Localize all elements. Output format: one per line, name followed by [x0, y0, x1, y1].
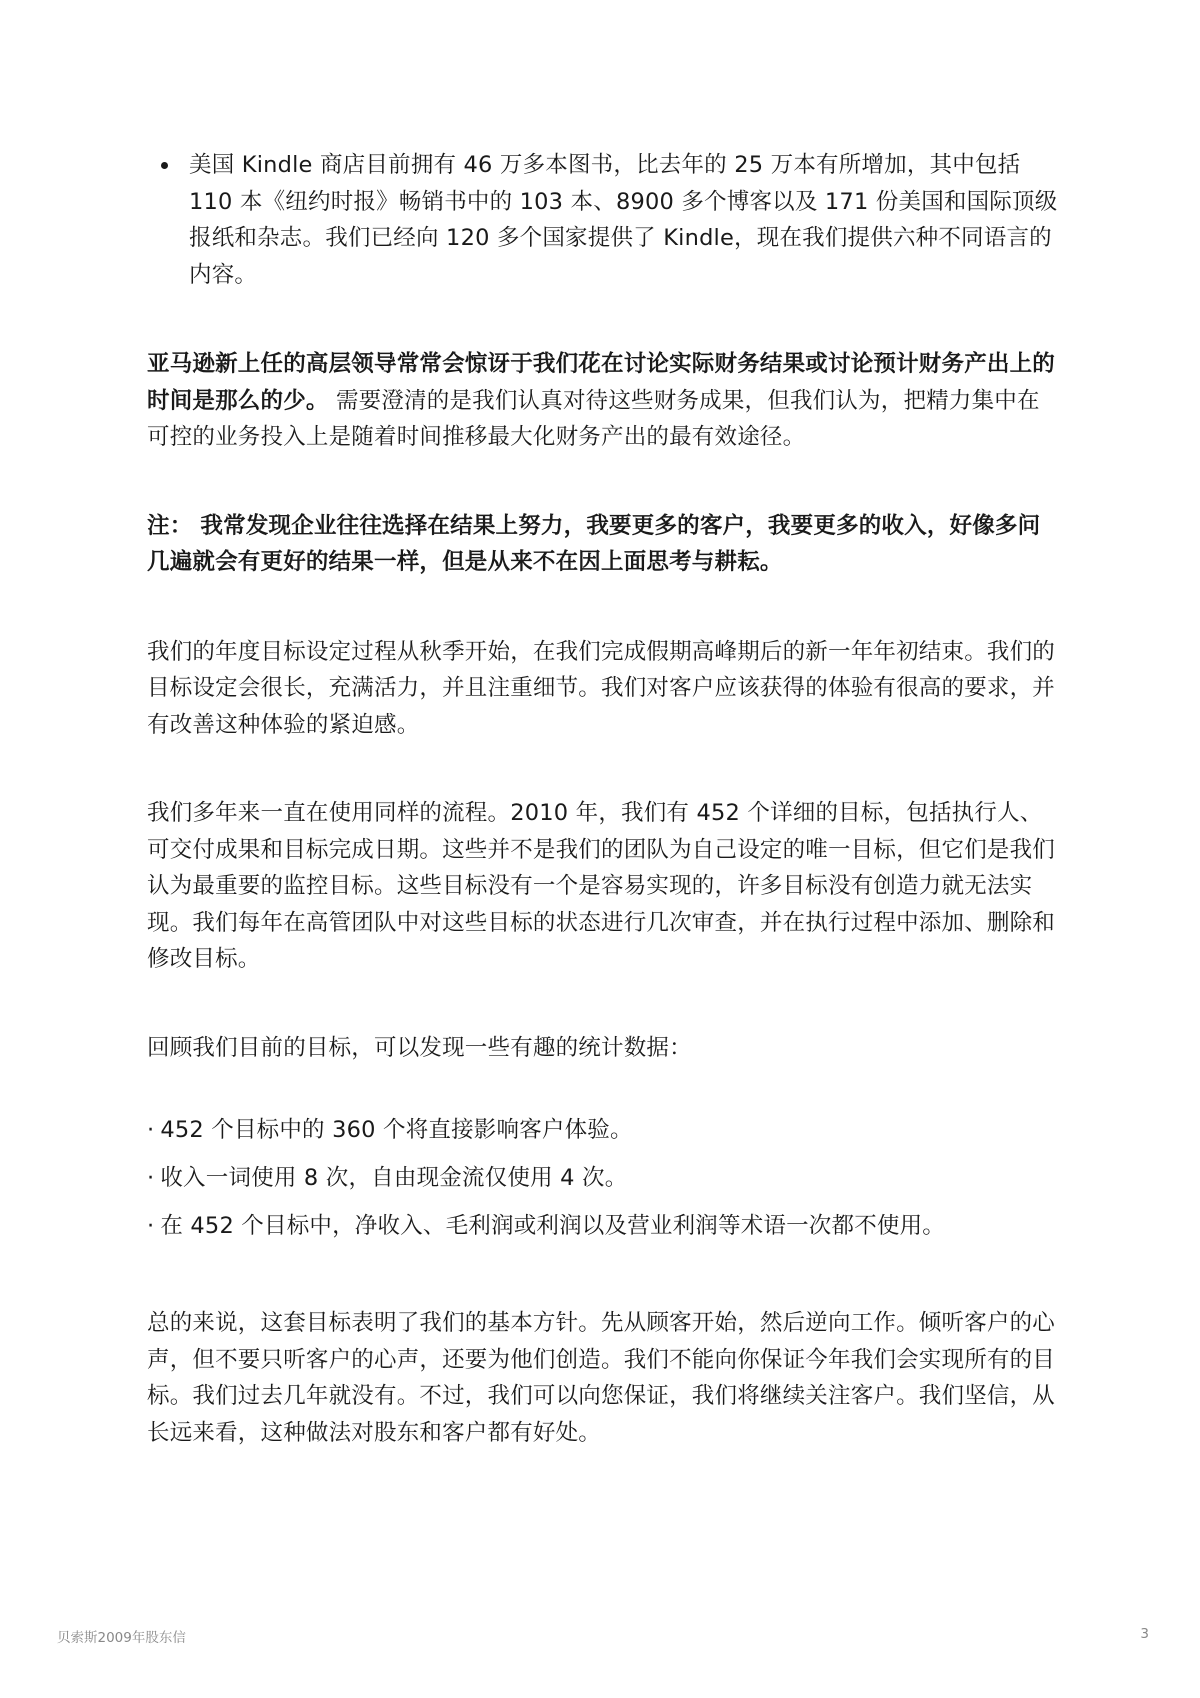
kindle-bullet-list [147, 147, 1062, 293]
leadership-bold-text: 亚马逊新上任的高层领导常常会惊讶于我们花在讨论实际财务结果或讨论预计财务产出上的时间是那么的少。 [147, 351, 1056, 414]
leadership-paragraph [147, 346, 1062, 456]
stat-item [147, 1106, 1062, 1154]
review-paragraph: 回顾我们目前的目标，可以发现一些有趣的统计数据： [147, 1034, 692, 1061]
stat-item [147, 1154, 1062, 1202]
stat-marker: · [147, 1213, 155, 1239]
stat-text: 在 452 个目标中，净收入、毛利润或利润以及营业利润等术语一次都不使用。 [160, 1213, 946, 1239]
page-content [147, 147, 1062, 1451]
bullet-item [147, 147, 1062, 293]
stats-list [147, 1106, 1062, 1250]
stat-text: 452 个目标中的 360 个将直接影响客户体验。 [160, 1117, 633, 1143]
goal-setting-paragraph: 我们的年度目标设定过程从秋季开始，在我们完成假期高峰期后的新一年年初结束。我们的目标设定会很长，充满活力，并且注重细节。我们对客户应该获得的体验有很高的要求，并有改善这种体验的紧迫感。 [147, 638, 1056, 738]
leadership-normal-text: 需要澄清的是我们认真对待这些财务成果，但我们认为，把精力集中在可控的业务投入上是随着时间推移最大化财务产出的最有效途径。 [147, 387, 1040, 450]
note-paragraph: 注： 我常发现企业往往选择在结果上努力，我要更多的客户，我要更多的收入，好像多问几遍就会有更好的结果一样，但是从来不在因上面思考与耕耘。 [147, 512, 1041, 575]
stat-marker: · [147, 1117, 155, 1143]
stat-item [147, 1202, 1062, 1250]
stat-text: 收入一词使用 8 次，自由现金流仅使用 4 次。 [160, 1165, 628, 1191]
page-number: 3 [1140, 1626, 1149, 1642]
bullet-dot-icon [161, 162, 168, 169]
footer-title: 贝索斯2009年股东信 [57, 1630, 186, 1646]
stat-marker: · [147, 1165, 155, 1191]
summary-paragraph: 总的来说，这套目标表明了我们的基本方针。先从顾客开始，然后逆向工作。倾听客户的心声，但不要只听客户的心声，还要为他们创造。我们不能向你保证今年我们会实现所有的目标。我们过去几年就没有。不过，我们可以向您保证，我们将继续关注客户。我们坚信，从长远来看，这种做法对股东和客户都有好处。 [147, 1310, 1056, 1446]
process-paragraph: 我们多年来一直在使用同样的流程。2010 年，我们有 452 个详细的目标，包括执行人、可交付成果和目标完成日期。这些并不是我们的团队为自己设定的唯一目标，但它们是我们认为最重要的监控目标。这些目标没有一个是容易实现的，许多目标没有创造力就无法实现。我们每年在高管团队中对这些目标的状态进行几次审查，并在执行过程中添加、删除和修改目标。 [147, 800, 1056, 972]
bullet-text: 美国 Kindle 商店目前拥有 46 万多本图书，比去年的 25 万本有所增加，其中包括 110 本《纽约时报》畅销书中的 103 本、8900 多个博客以及 171 份美国和国际顶级报纸和杂志。我们已经向 120 多个国家提供了 Kindle，现在我们提供六种不同语言的内容。 [189, 152, 1058, 288]
